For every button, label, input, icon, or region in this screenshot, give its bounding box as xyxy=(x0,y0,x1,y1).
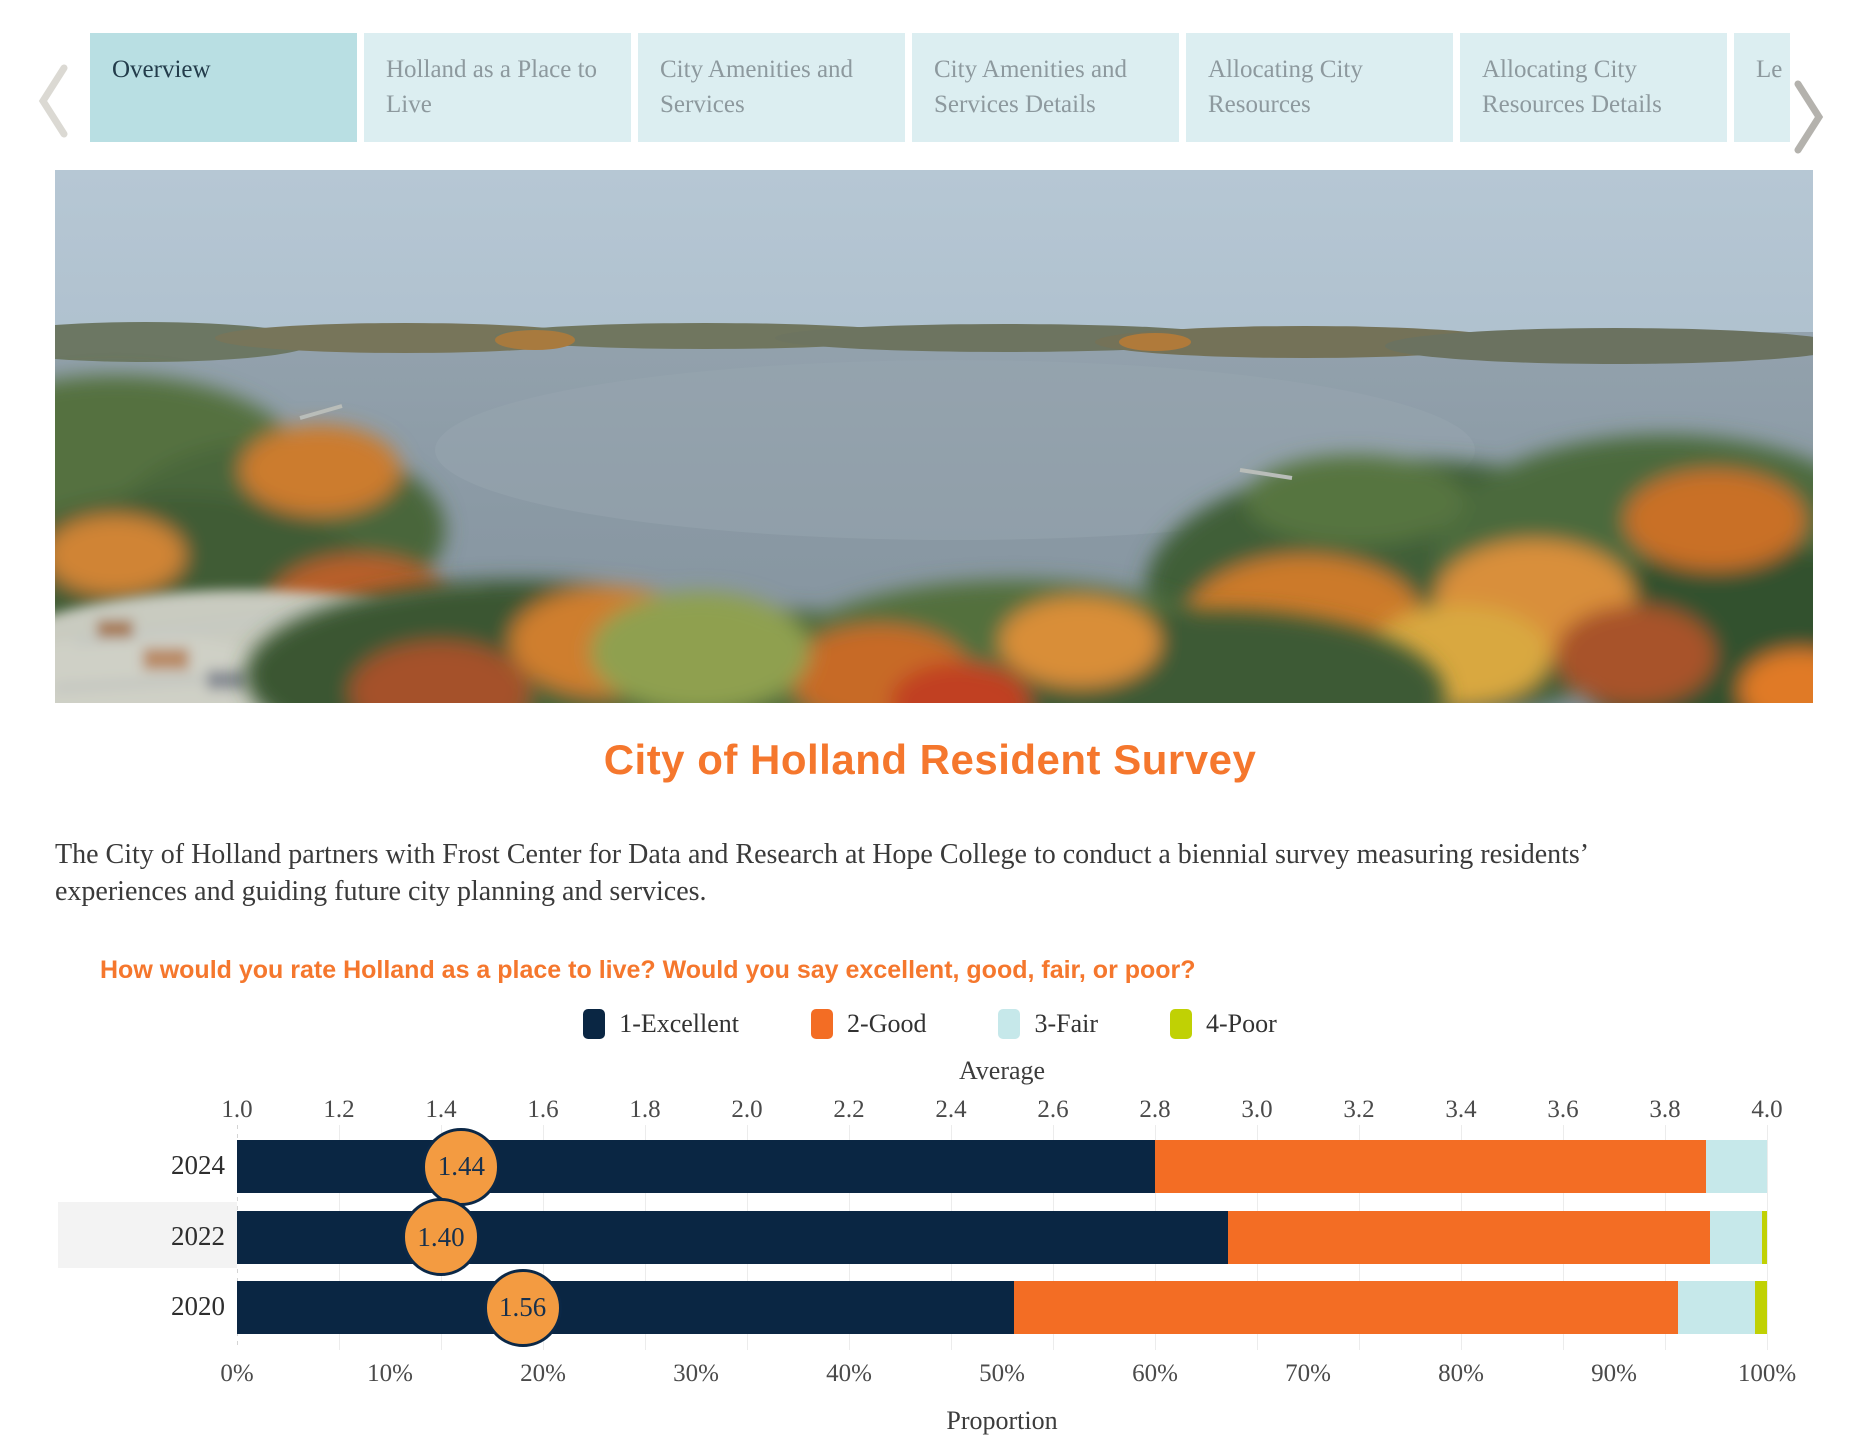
proportion-tick-20: 20% xyxy=(520,1360,566,1387)
average-tick-3.0: 3.0 xyxy=(1241,1096,1273,1123)
legend-swatch xyxy=(811,1009,833,1039)
average-tick-2.2: 2.2 xyxy=(833,1096,865,1123)
average-tick-1.6: 1.6 xyxy=(527,1096,559,1123)
average-tick-1.8: 1.8 xyxy=(629,1096,661,1123)
proportion-tick-100: 100% xyxy=(1737,1360,1797,1387)
tab-allocating-city-resources[interactable]: Allocating City Resources xyxy=(1186,33,1453,142)
legend-label: 2-Good xyxy=(847,1009,927,1038)
tab-city-amenities-and-services[interactable]: City Amenities and Services xyxy=(638,33,905,142)
average-tick-3.4: 3.4 xyxy=(1445,1096,1477,1123)
proportion-tick-70: 70% xyxy=(1285,1360,1331,1387)
legend-swatch xyxy=(998,1009,1020,1039)
average-tick-2.4: 2.4 xyxy=(935,1096,967,1123)
average-tick-4.0: 4.0 xyxy=(1751,1096,1783,1123)
legend-swatch xyxy=(583,1009,605,1039)
tabs-viewport xyxy=(90,33,1790,142)
legend-item-3-fair[interactable] xyxy=(998,1009,1098,1039)
legend-item-4-poor[interactable] xyxy=(1170,1009,1277,1039)
tab-allocating-city-resources-details[interactable]: Allocating City Resources Details xyxy=(1460,33,1727,142)
chart-legend xyxy=(0,1009,1860,1039)
hero-photo xyxy=(55,170,1813,703)
legend-item-2-good[interactable] xyxy=(811,1009,926,1039)
proportion-tick-60: 60% xyxy=(1132,1360,1178,1387)
average-marker-2022[interactable]: 1.40 xyxy=(402,1198,480,1276)
gridline xyxy=(1767,1125,1768,1350)
bar-2020 xyxy=(237,1281,1767,1334)
segment-2022-4-poor[interactable] xyxy=(1762,1211,1767,1264)
average-marker-2020[interactable]: 1.56 xyxy=(484,1269,562,1347)
proportion-tick-30: 30% xyxy=(673,1360,719,1387)
average-tick-3.8: 3.8 xyxy=(1649,1096,1681,1123)
row-label-2020: 2020 xyxy=(171,1291,225,1321)
average-axis-title: Average xyxy=(958,1056,1046,1085)
lake-aerial-illustration xyxy=(55,170,1813,703)
segment-2020-4-poor[interactable] xyxy=(1755,1281,1767,1334)
proportion-tick-0: 0% xyxy=(220,1360,254,1387)
legend-label: 3-Fair xyxy=(1034,1009,1099,1038)
average-tick-1.4: 1.4 xyxy=(425,1096,457,1123)
page-title: City of Holland Resident Survey xyxy=(603,736,1257,783)
legend-label: 4-Poor xyxy=(1206,1009,1277,1038)
row-label-2024: 2024 xyxy=(171,1150,225,1180)
survey-question-heading: How would you rate Holland as a place to live? Would you say excellent, good, fair, or poor? xyxy=(100,956,1196,984)
segment-2022-1-excellent[interactable] xyxy=(237,1211,1228,1264)
average-tick-1.2: 1.2 xyxy=(323,1096,355,1123)
intro-paragraph: The City of Holland partners with Frost Center for Data and Research at Hope College to conduct a biennial survey measuring residents’ experiences and guiding future city planning and services. xyxy=(55,839,1588,908)
average-tick-2.8: 2.8 xyxy=(1139,1096,1171,1123)
row-label-2022: 2022 xyxy=(171,1220,225,1251)
tab-city-amenities-and-services-details[interactable]: City Amenities and Services Details xyxy=(912,33,1179,142)
legend-item-1-excellent[interactable] xyxy=(583,1009,739,1039)
legend-swatch xyxy=(1170,1009,1192,1039)
tab-holland-as-a-place-to-live[interactable]: Holland as a Place to Live xyxy=(364,33,631,142)
proportion-tick-80: 80% xyxy=(1438,1360,1484,1387)
segment-2020-1-excellent[interactable] xyxy=(237,1281,1014,1334)
segment-2022-3-fair[interactable] xyxy=(1710,1211,1762,1264)
segment-2024-3-fair[interactable] xyxy=(1706,1140,1767,1193)
average-tick-2.0: 2.0 xyxy=(731,1096,763,1123)
average-marker-2024[interactable]: 1.44 xyxy=(422,1128,500,1206)
proportion-tick-90: 90% xyxy=(1591,1360,1637,1387)
average-tick-1.0: 1.0 xyxy=(221,1096,253,1123)
tabs-prev-icon[interactable] xyxy=(36,62,70,140)
proportion-tick-40: 40% xyxy=(826,1360,872,1387)
segment-2020-3-fair[interactable] xyxy=(1678,1281,1755,1334)
segment-2020-2-good[interactable] xyxy=(1014,1281,1678,1334)
tabs-next-icon[interactable] xyxy=(1792,78,1826,156)
tab-overview[interactable]: Overview xyxy=(90,33,357,142)
proportion-tick-10: 10% xyxy=(367,1360,413,1387)
segment-2024-2-good[interactable] xyxy=(1155,1140,1706,1193)
legend-label: 1-Excellent xyxy=(619,1009,740,1038)
proportion-axis-title: Proportion xyxy=(946,1406,1058,1435)
average-tick-2.6: 2.6 xyxy=(1037,1096,1069,1123)
average-tick-3.6: 3.6 xyxy=(1547,1096,1579,1123)
proportion-tick-50: 50% xyxy=(979,1360,1025,1387)
tab-le[interactable]: Le xyxy=(1734,33,1790,142)
segment-2022-2-good[interactable] xyxy=(1228,1211,1710,1264)
average-tick-3.2: 3.2 xyxy=(1343,1096,1375,1123)
segment-2024-1-excellent[interactable] xyxy=(237,1140,1155,1193)
